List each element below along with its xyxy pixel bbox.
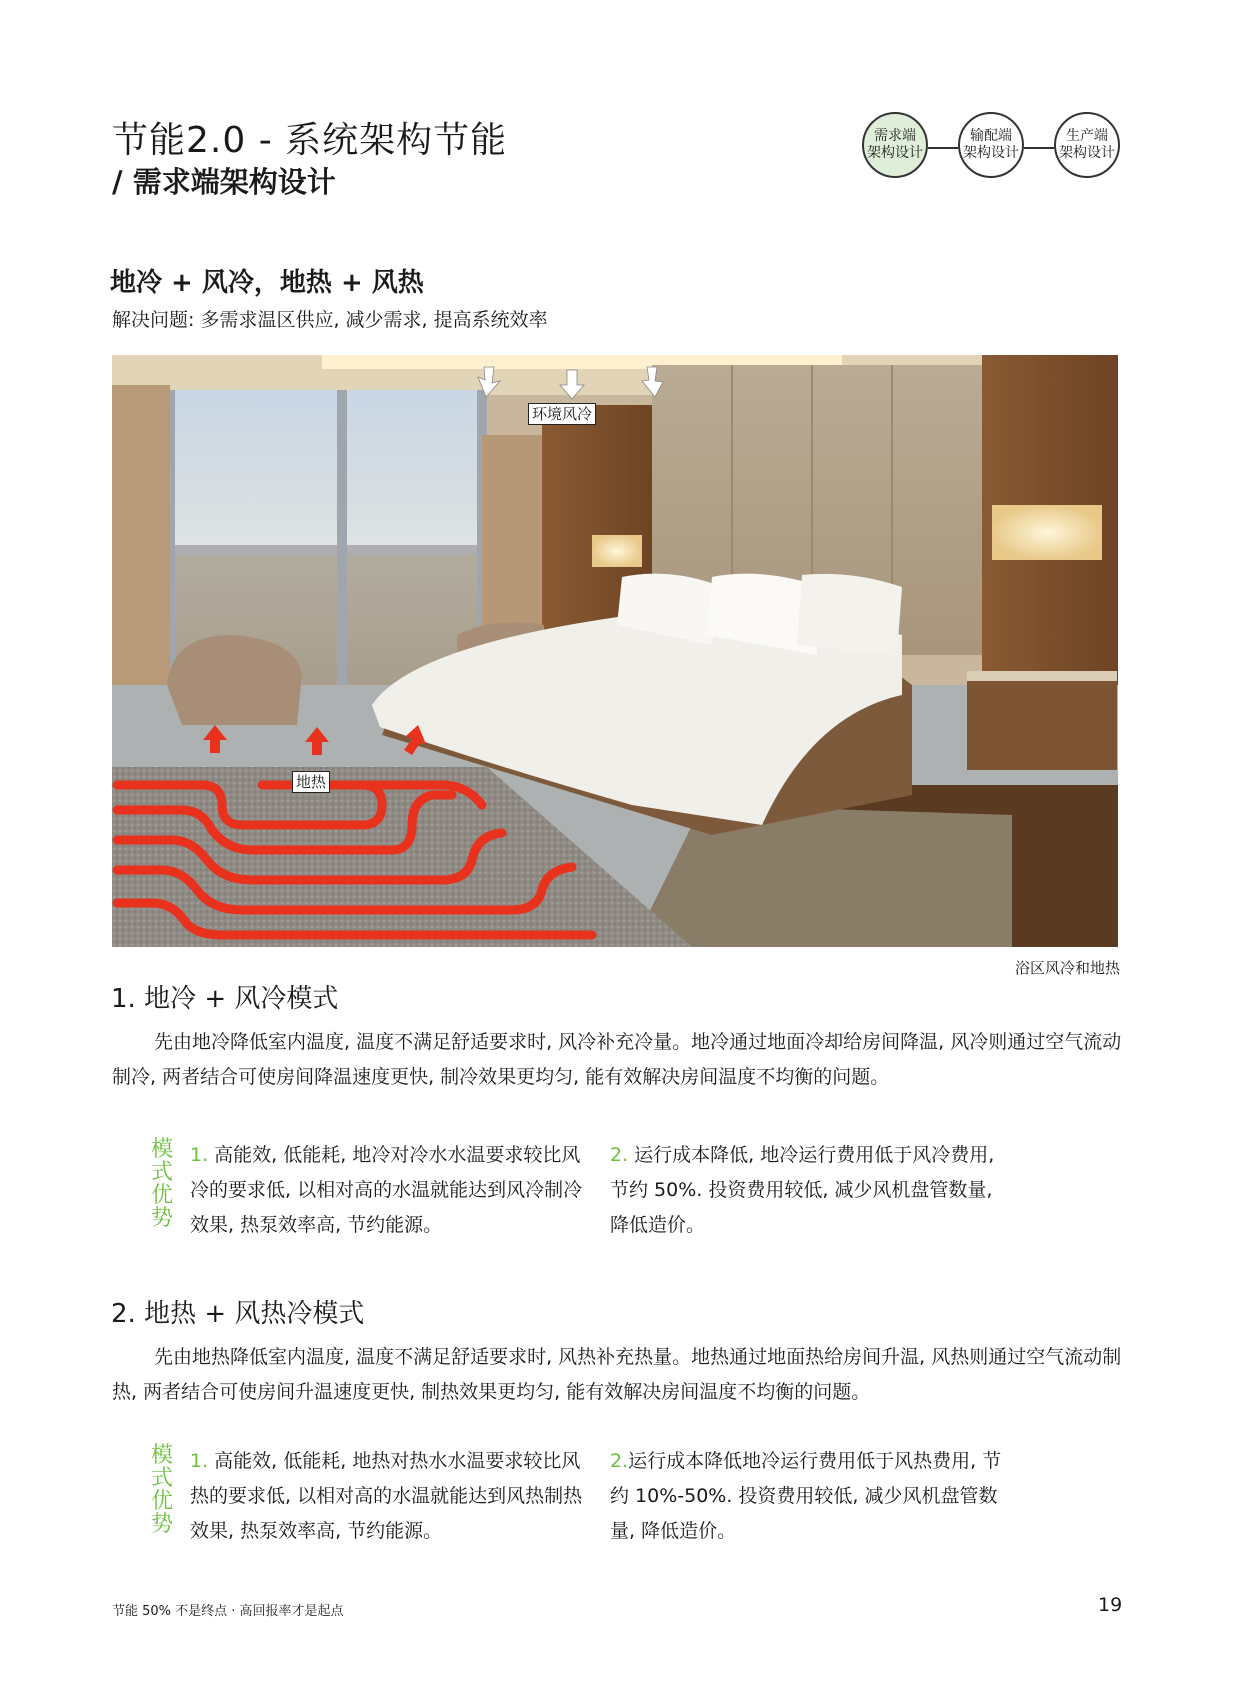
- advantage-text: 运行成本降低地冷运行费用低于风热费用, 节约 10%-50%. 投资费用较低, 减少风机盘管数量, 降低造价。: [610, 1450, 1002, 1542]
- window-frame: [337, 390, 347, 690]
- mode1-advantage-2: [610, 1138, 1005, 1243]
- room-scene: [112, 355, 1118, 947]
- page-title: 节能2.0 - 系统架构节能: [112, 120, 508, 161]
- advantage-text: 高能效, 低能耗, 地热对热水水温要求较比风热的要求低, 以相对高的水温就能达到风热制热效果, 热泵效率高, 节约能源。: [190, 1450, 583, 1542]
- advantage-number: 2.: [610, 1144, 629, 1166]
- flow-node-line: 输配端: [970, 128, 1012, 144]
- flow-node-line: 生产端: [1066, 128, 1108, 144]
- footer-slogan: 节能 50% 不是终点 · 高回报率才是起点: [112, 1604, 344, 1619]
- section-subheading: 解决问题: 多需求温区供应, 减少需求, 提高系统效率: [112, 309, 548, 331]
- page-subtitle: / 需求端架构设计: [112, 165, 336, 199]
- label-floor-heating: 地热: [292, 771, 330, 793]
- mode2-advantage-2: [610, 1444, 1005, 1549]
- advantage-number: 1.: [190, 1144, 209, 1166]
- flow-node-demand: [862, 112, 928, 178]
- flow-node-production: [1054, 112, 1120, 178]
- page-number: 19: [1098, 1594, 1123, 1616]
- nightstand: [967, 675, 1117, 770]
- label-air-cooling: 环境风冷: [528, 403, 596, 425]
- advantage-text: 运行成本降低, 地冷运行费用低于风冷费用, 节约 50%. 投资费用较低, 减少风机盘管数量, 降低造价。: [610, 1144, 995, 1236]
- pillow: [797, 574, 902, 655]
- mode1-advantage-1: [190, 1138, 585, 1243]
- hotel-room-illustration: [112, 355, 1118, 947]
- flow-node-line: 架构设计: [867, 145, 923, 161]
- lamp-left: [592, 535, 642, 567]
- armchair: [167, 635, 302, 725]
- mode2-paragraph: 先由地热降低室内温度, 温度不满足舒适要求时, 风热补充热量。地热通过地面热给房间升温, 风热则通过空气流动制热, 两者结合可使房间升温速度更快, 制热效果更均匀, 能有效解决房间温度不均衡的问题。: [112, 1346, 1122, 1403]
- advantage-number: 1.: [190, 1450, 209, 1472]
- flow-connector: [928, 147, 958, 149]
- curtain-left: [112, 385, 170, 705]
- flow-node-line: 架构设计: [963, 145, 1019, 161]
- flow-connector: [1024, 147, 1054, 149]
- mode2-title: 2. 地热 + 风热冷模式: [111, 1299, 365, 1329]
- mode2-advantage-label: 模式优势: [150, 1443, 173, 1537]
- advantage-text: 高能效, 低能耗, 地冷对冷水水温要求较比风冷的要求低, 以相对高的水温就能达到风冷制冷效果, 热泵效率高, 节约能源。: [190, 1144, 583, 1236]
- lamp-right: [992, 505, 1102, 560]
- photo-caption: 浴区风冷和地热: [1014, 959, 1120, 977]
- section-heading: 地冷 + 风冷，地热 + 风热: [110, 268, 424, 298]
- flow-node-line: 需求端: [874, 128, 916, 144]
- mountains: [167, 545, 487, 555]
- advantage-number: 2.: [610, 1450, 629, 1472]
- mode1-advantage-label: 模式优势: [150, 1137, 173, 1231]
- flow-node-distribution: [958, 112, 1024, 178]
- architecture-flow: [862, 112, 1122, 182]
- mode1-paragraph: 先由地冷降低室内温度, 温度不满足舒适要求时, 风冷补充冷量。地冷通过地面冷却给房间降温, 风冷则通过空气流动制冷, 两者结合可使房间降温速度更快, 制冷效果更均匀, 能有效解决房间温度不均衡的问题。: [112, 1031, 1122, 1088]
- mode2-advantage-1: [190, 1444, 585, 1549]
- flow-node-line: 架构设计: [1059, 145, 1115, 161]
- mode1-title: 1. 地冷 + 风冷模式: [111, 984, 339, 1014]
